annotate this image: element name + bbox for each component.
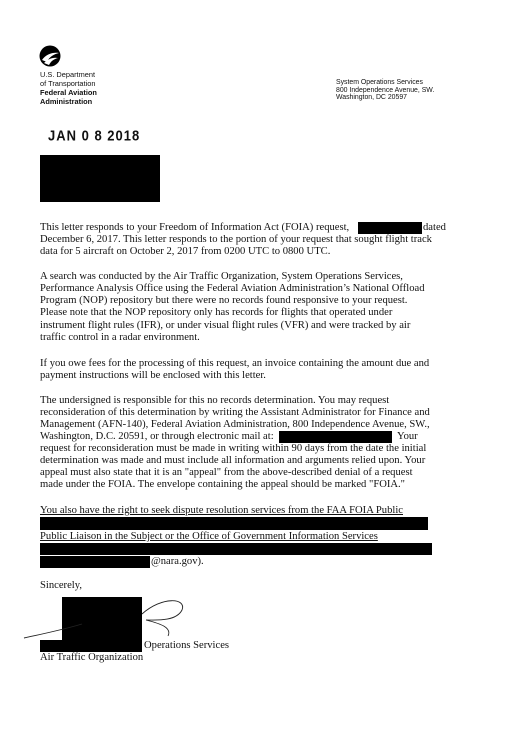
liaison-redaction-2 [40, 543, 432, 555]
p2-line-2: Performance Analysis Office using the Federal Aviation Administration’s National Offload [40, 283, 425, 294]
p1-dated: dated [423, 222, 446, 233]
signer-title: Operations Services [144, 640, 230, 651]
p1-line-1: This letter responds to your Freedom of Information Act (FOIA) request, [40, 222, 350, 233]
signer-org: Air Traffic Organization [40, 652, 144, 663]
sincerely-text: Sincerely, [40, 580, 82, 591]
agency-block [40, 71, 97, 106]
p2-line-1: A search was conducted by the Air Traffic Organization, System Operations Services, [40, 271, 403, 282]
p4-line-4: Washington, D.C. 20591, or through electronic mail at: [40, 431, 274, 442]
p1-line-3: data for 5 aircraft on October 2, 2017 from 0200 UTC to 0800 UTC. [40, 246, 331, 257]
p3-line-1: If you owe fees for the processing of this request, an invoice containing the amount due and [40, 358, 430, 369]
date-stamp: JAN 0 8 2018 [48, 127, 141, 144]
p4-line-2: reconsideration of this determination by writing the Assistant Administrator for Finance and [40, 407, 430, 418]
dot-logo [39, 45, 61, 67]
dept-line-1: U.S. Department [40, 70, 96, 79]
p4-line-5: request for reconsideration must be made in writing within 90 days from the date the initial [40, 443, 427, 454]
p1-line-2: December 6, 2017. This letter responds to the portion of your request that sought flight track [40, 234, 432, 245]
faa-line-2: Administration [40, 96, 93, 106]
p2-line-5: instrument flight rules (IFR), or under visual flight rules (VFR) and were tracked by air [40, 320, 411, 331]
dept-line-2: of Transportation [40, 78, 96, 88]
p4-line-3: Management (AFN-140), Federal Aviation Administration, 800 Independence Avenue, SW., [40, 419, 430, 430]
p4-line-1: The undersigned is responsible for this no records determination. You may request [40, 395, 390, 406]
p5-line-2: Public Liaison in the Subject or the Office of Government Information Services [40, 531, 378, 542]
liaison-redaction-3 [40, 556, 150, 568]
p2-line-3: Program (NOP) repository but there were no records found responsive to your request. [40, 295, 408, 306]
signer-name-redaction [40, 640, 142, 652]
p4-your: Your [397, 431, 418, 442]
p5-nara: @nara.gov). [151, 556, 204, 567]
p5-line-1: You also have the right to seek dispute resolution services from the FAA FOIA Public [40, 505, 403, 516]
address-line-1: System Operations Services [336, 79, 423, 86]
liaison-redaction-1 [40, 517, 428, 530]
p4-line-6: determination was made and must include all information and arguments relied upon. Your [40, 455, 426, 466]
recipient-redaction [40, 155, 160, 202]
p4-line-8: made under the FOIA. The envelope containing the appeal should be marked "FOIA." [40, 479, 406, 490]
request-number-redaction [358, 222, 422, 234]
office-address [336, 79, 434, 102]
email-redaction [279, 431, 392, 443]
p2-line-4: Please note that the NOP repository only has records for flights that operated under [40, 307, 393, 318]
address-line-2: 800 Independence Avenue, SW. [336, 86, 435, 94]
p2-line-6: traffic control in a radar environment. [40, 332, 200, 343]
address-line-3: Washington, DC 20597 [336, 94, 407, 102]
p4-line-7: appeal must also state that it is an "appeal" from the above-described denial of a request [40, 467, 413, 478]
p3-line-2: payment instructions will be enclosed with this letter. [40, 370, 266, 381]
faa-line-1: Federal Aviation [40, 88, 97, 98]
